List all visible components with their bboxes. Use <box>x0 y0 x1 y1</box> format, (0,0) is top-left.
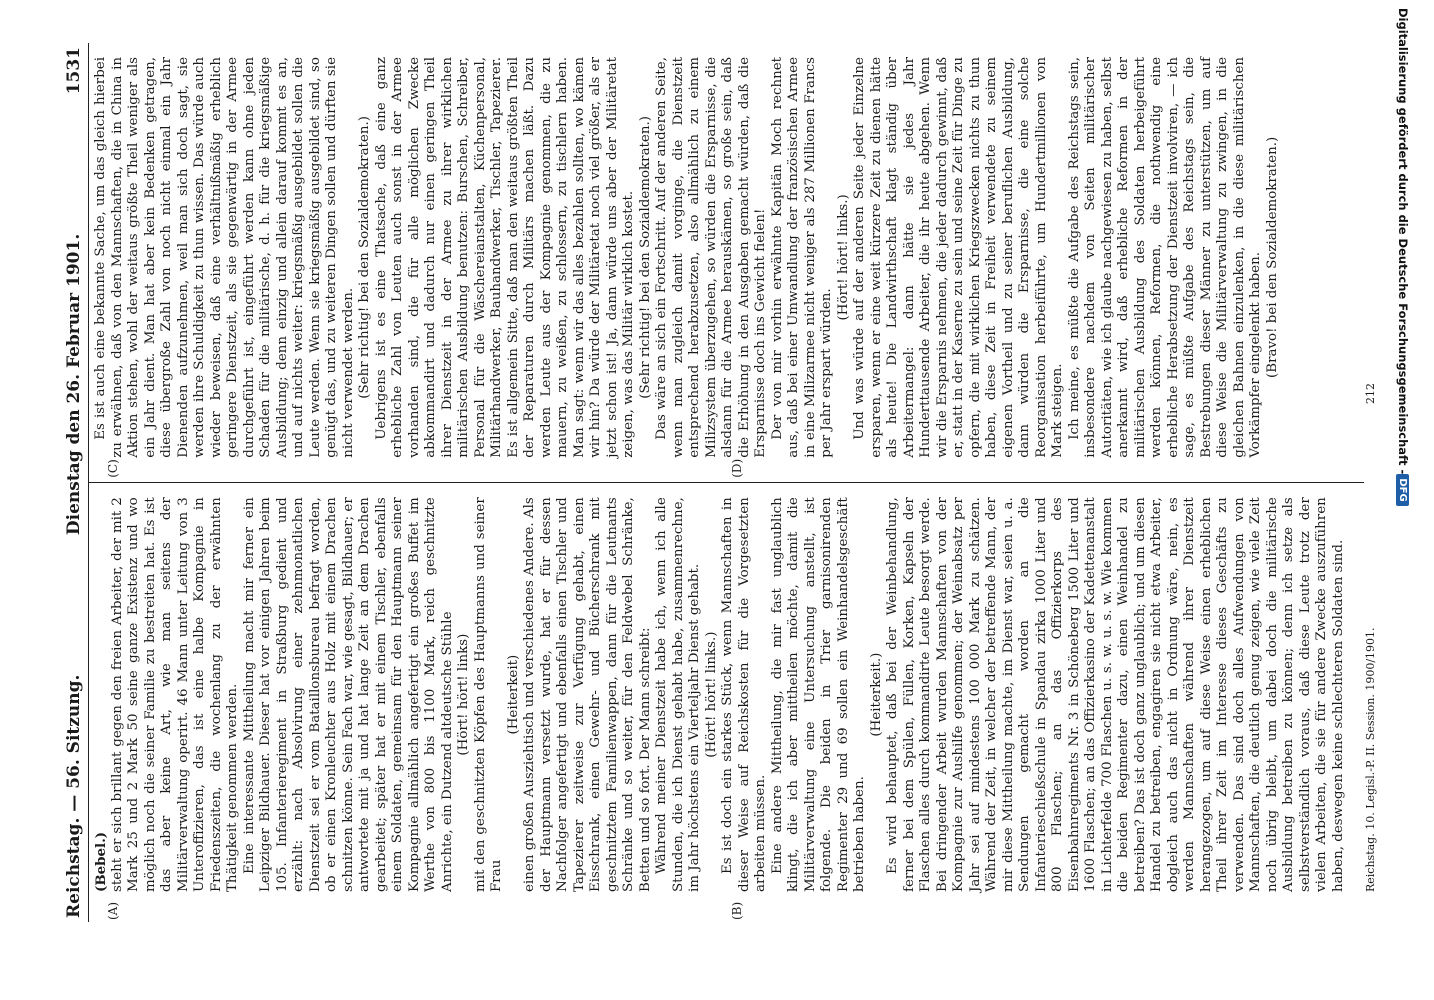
credit-text: Digitalisierung gefördert durch die Deutsche Forschungsgemeinschaft - <box>1396 8 1410 475</box>
footer-session-info: Reichstag. 10. Legisl.-P. II. Session. 1900/1901. <box>1364 627 1377 892</box>
header-session: Reichstag. — 56. Sitzung. <box>64 674 84 918</box>
interjection: (Sehr richtig! bei den Sozialdemokraten.) <box>357 116 372 399</box>
paragraph: Es ist doch ein starkes Stück, wenn Mannschaften in dieser Weise auf Reichskosten für die Vorgesetzten arbeiten müssen. <box>720 497 768 892</box>
paragraph: Der von mir vorhin erwähnte Kapitän Moch rechnet aus, daß bei einer Umwandlung der französischen Armee in eine Milizarmee nicht weniger als 287 Millionen Francs per Jahr erspart würden. <box>769 57 834 458</box>
paragraph: Und was würde auf der anderen Seite jeder Einzelne ersparen, wenn er eine weit kürzere Zeit zu dienen hätte als heute! Die Landwirthschaft klagt ständig über Arbeitermangel: dann hätte sie jedes Jahr Hunderttausende Arbeiter, die ihr heute abgehen. Wenn wir die Ersparnis nehmen, die jeder dadurch gewinnt, daß er, statt in der Kaserne zu sein und seine Zeit für Dinge zu opfern, die mit wirklichen Kriegszwecken nichts zu thun haben, diese Zeit in Freiheit verwendete zu seinem eigenen Vortheil und zu seiner beruflichen Ausbildung, dann würden die Ersparnisse, die eine solche Reorganisation herbeiführte, um Hundertmillionen von Mark steigen. <box>852 57 1065 458</box>
digitization-credit <box>1394 8 1412 968</box>
interjection: (Hört! hört! links.) <box>835 194 851 321</box>
paragraph: einen großen Ausziehtisch und verschiedenes Andere. Als der Hauptmann versetzt wurde, hat er für dessen Nachfolger angefertigt und ebenfalls einen Tischler und Tapezierer zeitweise zur Verfügung gehabt, einen Eisschrank, einen Gewehr- und Bücherschrank mit geschnitztem Familienwappen, dann für die Leutnants Schränke und so weiter, für den Feldwebel Schränke, Betten und so fort. Der Mann schreibt: <box>522 497 653 892</box>
paragraph: Uebrigens ist es eine Thatsache, daß eine ganz erhebliche Zahl von Leuten auch sonst in der Armee vorhanden sind, die für alle möglichen Zwecke abkommandirt und dadurch nur einen geringen Theil ihrer Dienstzeit in der Armee zu ihrer wirklichen militärischen Ausbildung benutzen: Burschen, Schreiber, Personal für die Wäschereianstalten, Küchenpersonal, Militärhandwerker, Bauhandwerker, Tischler, Tapezierer. Es ist allgemein Sitte, daß man den weitaus größten Theil der Reparaturen durch Militärs machen läßt. Dazu werden Leute aus der Kompagnie genommen, die zu mauern, zu weißen, zu schlossern, zu tischlern haben. Man sagt: wenn wir das alles bezahlen sollten, wo kämen wir hin? Da würde der Militäretat noch viel größer, als er jetzt schon ist! Ja, dann würde uns aber der Militäretat zeigen, was das Militär wirklich kostet. <box>373 57 636 458</box>
paragraph: Eine andere Mittheilung, die mir fast unglaublich klingt, die ich aber mittheilen möchte, damit die Militärverwaltung eine Untersuchung anstellt, ist folgende. Die beiden in Trier garnisonirenden Regimenter 29 und 69 sollen ein Weinhandelsgeschäft betrieben haben. <box>769 497 867 892</box>
interjection: (Hört! hört! links.) <box>703 631 719 758</box>
page-header <box>64 43 89 922</box>
interjection: (Hört! hört! links) <box>456 633 471 756</box>
margin-marker-c: (C) <box>106 459 120 478</box>
dfg-logo: DFG <box>1397 474 1410 505</box>
margin-marker-a: (A) <box>106 901 120 920</box>
page-footer <box>1364 43 1378 922</box>
paragraph: Es ist auch eine bekannte Sache, um das gleich hierbei zu erwähnen, daß von den Mannschaften, die in China in Aktion stehen, wohl der weitaus größte Theil weniger als ein Jahr dient. Man hat aber kein Bedenken getragen, diese übergroße Zahl von noch nicht einmal ein Jahr Dienenden aufzunehmen, weil man sich doch sagt, sie werden ihre Schuldigkeit zu thun wissen. Das würde auch wieder beweisen, daß eine verhältnißmäßig erheblich geringere Dienstzeit, als sie gegenwärtig in der Armee durchgeführt ist, eingeführt werden kann ohne jeden Schaden für die militärische, d. h. für die kriegsmäßige Ausbildung; denn einzig und allein darauf kommt es an, und auf nichts weiter: kriegsmäßig ausgebildet sollen die Leute werden. Wenn sie kriegsmäßig ausgebildet sind, so genügt das, und zu weiteren Dingen sollen und dürften sie nicht verwendet werden. <box>93 57 356 458</box>
interjection: (Bravo! bei den Sozialdemokraten.) <box>1264 136 1280 378</box>
paragraph: Während meiner Dienstzeit habe ich, wenn ich alle Stunden, die ich Dienst gehabt habe, zusammenrechne, im Jahr höchstens ein Vierteljahr Dienst gehabt. <box>654 497 702 892</box>
right-column <box>89 43 1364 482</box>
speaker-name: (Bebel.) <box>93 831 109 892</box>
paragraph: mit den geschnitzten Köpfen des Hauptmanns und seiner Frau <box>472 497 504 892</box>
interjection: (Sehr richtig! bei den Sozialdemokraten.) <box>637 116 653 399</box>
paragraph: Eine interessante Mittheilung macht mir ferner ein Leipziger Bildhauer. Dieser hat vor einigen Jahren beim 105. Infanterieregiment in Straßburg gedient und erzählt: nach Absolvirung einer zehnmonatlichen Dienstzeit sei er vom Bataillonsbureau befragt worden, ob er einen Kronleuchter aus Holz mit einem Drachen schnitzen könne. Sein Fach war, wie gesagt, Bildhauer; er antwortete mit ja und hat lange Zeit an dem Drachen gearbeitet; später hat er mit einem Tischler, ebenfalls einem Soldaten, gemeinsam für den Hauptmann seiner Kompagnie allmählich angefertigt ein großes Buffet im Werthe von 800 bis 1100 Mark, reich geschnitzte Anrichte, ein Dutzend altdeutsche Stühle <box>241 497 455 892</box>
paragraph: Es wird behauptet, daß bei der Weinbehandlung, ferner bei dem Spülen, Füllen, Korken, Kapseln der Flaschen alles durch kommandirte Leute besorgt werde. Bei dringender Arbeit wurden Mannschaften von der Kompagnie zur Aushilfe genommen; der Weinabsatz per Jahr sei auf mindestens 100 000 Mark zu schätzen. Während der Zeit, in welcher der betreffende Mann, der mir diese Mittheilung machte, im Dienst war, seien u. a. Sendungen gemacht worden an die Infanterieschießschule in Spandau zirka 1000 Liter und 800 Flaschen; an das Offizierkorps des Eisenbahnregiments Nr. 3 in Schöneberg 1500 Liter und 1600 Flaschen; an das Offizierkasino der Kadettenanstalt in Lichterfelde 700 Flaschen u. s. w. u. s. w. Wie kommen die beiden Regimenter dazu, einen Weinhandel zu betreiben? Das ist doch ganz unglaublich; und um diesen Handel zu betreiben, engagiren sie nicht etwa Arbeiter, obgleich auch das nicht in Ordnung wäre, nein, es werden Mannschaften während ihrer Dienstzeit herangezogen, um auf diese Weise einen erheblichen Theil ihrer Zeit im Interesse dieses Geschäfts zu verwenden. Das sind doch alles Aufwendungen von Mannschaften, die deutlich genug zeigen, wie viele Zeit noch übrig bleibt, um dabei doch die militärische Ausbildung betreiben zu können; denn ich setze als selbstverständlich voraus, daß diese Leute trotz der vielen Arbeiten, die sie für andere Zwecke auszuführen haben, deswegen keine schlechteren Soldaten sind. <box>885 497 1346 892</box>
rotated-document-page <box>58 35 1428 930</box>
header-date: Dienstag den 26. Februar 1901. <box>64 233 84 536</box>
signature-mark: 212 <box>1364 383 1377 404</box>
margin-marker-b: (B) <box>730 901 744 920</box>
left-column <box>89 483 1364 922</box>
paragraph: steht er sich brillant gegen den freien Arbeiter, der mit 2 Mark 25 und 2 Mark 50 seine ganze Existenz und wo möglich noch die seiner Familie zu bestreiten hat. Es ist das aber keine Art, wie man seitens der Militärverwaltung operirt. 46 Mann unter Leitung von 3 Unteroffizieren, das ist eine halbe Kompagnie in Friedenszeiten, die wochenlang zu der erwähnten Thätigkeit genommen werden. <box>109 497 240 892</box>
paragraph: Ich meine, es müßte die Aufgabe des Reichstags sein, insbesondere nachdem von Seiten militärischer Autoritäten, wie ich glaube nachgewiesen zu haben, selbst anerkannt wird, daß erhebliche Reformen in der militärischen Ausbildung des Soldaten herbeigeführt werden können, Reformen, die nothwendig eine erhebliche Herabsetzung der Dienstzeit involviren, — ich sage, es müßte Aufgabe des Reichstags sein, die Bestrebungen dieser Männer zu unterstützen, um auf diese Weise die Militärverwaltung zu zwingen, in die gleichen Bahnen einzulenken, in die diese militärischen Vorkämpfer eingelenkt haben. <box>1066 57 1263 458</box>
page-number: 1531 <box>64 47 84 95</box>
margin-marker-d: (D) <box>730 458 744 478</box>
paragraph: Das wäre an sich ein Fortschritt. Auf der anderen Seite, wenn man zugleich damit vorginge, die Dienstzeit entsprechend herabzusetzen, also allmählich zu einem Milizsystem überzugehen, so würden die Ersparnisse, die alsdann für die Armee herauskämen, so große sein, daß die Erhöhung in den Ausgaben gemacht würden, daß die Ersparnisse doch ins Gewicht fielen! <box>654 57 768 458</box>
text-columns <box>89 43 1364 922</box>
interjection: (Heiterkeit.) <box>868 652 884 737</box>
interjection: (Heiterkeit) <box>505 654 521 735</box>
